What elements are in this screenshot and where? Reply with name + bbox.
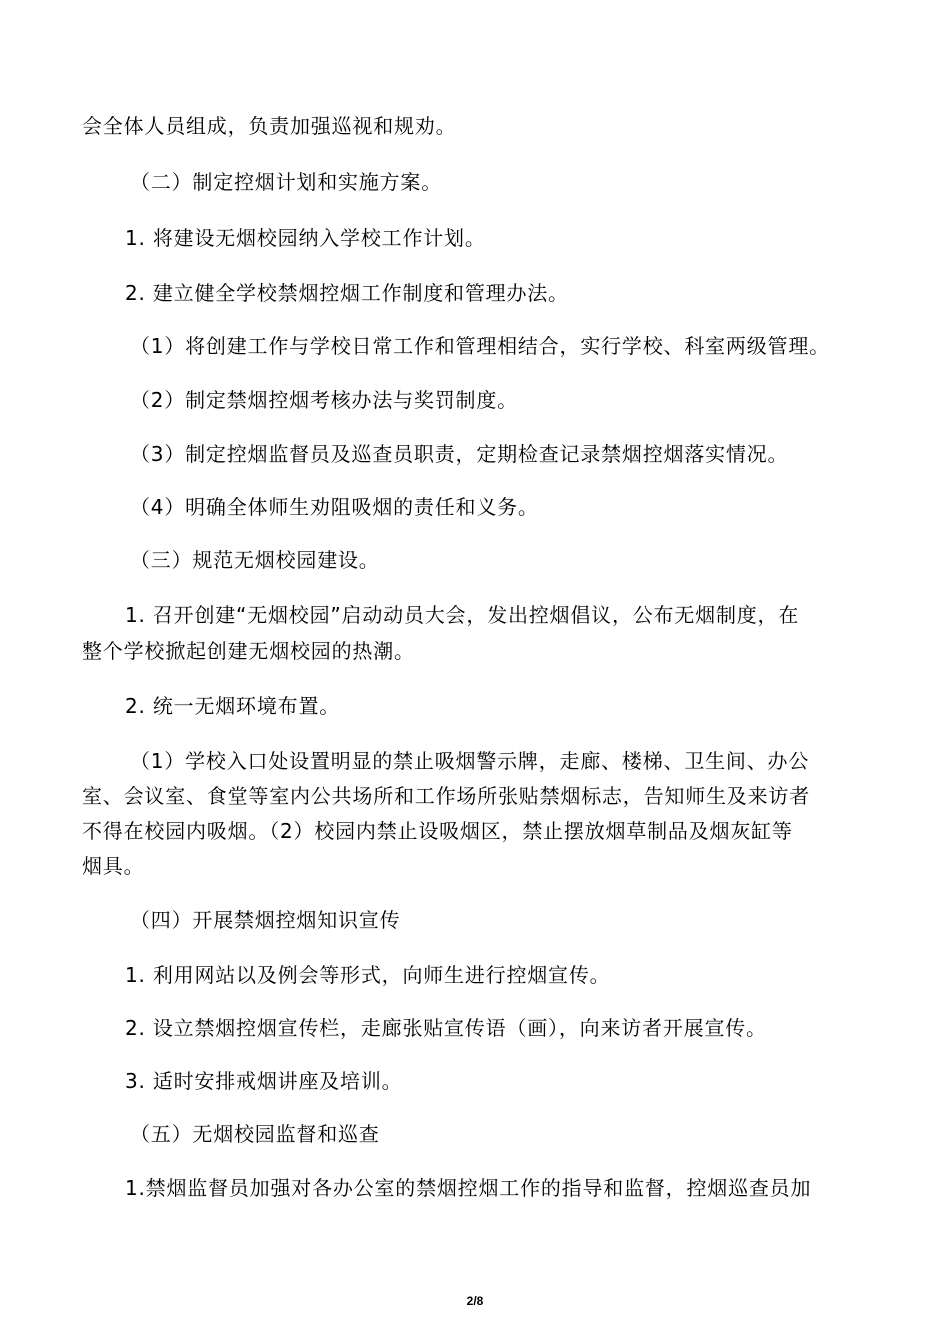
sub-list-item: （3）制定控烟监督员及巡查员职责，定期检查记录禁烟控烟落实情况。 — [130, 442, 789, 466]
list-item: 1.禁烟监督员加强对各办公室的禁烟控烟工作的指导和监督，控烟巡查员加 — [125, 1176, 812, 1200]
paragraph-line: 不得在校园内吸烟。（2）校园内禁止设吸烟区，禁止摆放烟草制品及烟灰缸等 — [82, 819, 793, 843]
list-item: 2. 统一无烟环境布置。 — [125, 694, 341, 718]
list-item: 2. 设立禁烟控烟宣传栏，走廊张贴宣传语（画），向来访者开展宣传。 — [125, 1016, 767, 1040]
section-heading: （三）规范无烟校园建设。 — [130, 548, 380, 572]
paragraph-line: 室、会议室、食堂等室内公共场所和工作场所张贴禁烟标志，告知师生及来访者 — [82, 784, 810, 808]
paragraph-line: 整个学校掀起创建无烟校园的热潮。 — [82, 639, 415, 663]
sub-list-item: （1）将创建工作与学校日常工作和管理相结合，实行学校、科室两级管理。 — [130, 334, 830, 358]
section-heading: （二）制定控烟计划和实施方案。 — [130, 170, 442, 194]
sub-list-item: （4）明确全体师生劝阻吸烟的责任和义务。 — [130, 495, 539, 519]
sub-list-item: （1）学校入口处设置明显的禁止吸烟警示牌，走廊、楼梯、卫生间、办公 — [130, 749, 810, 773]
paragraph-line: 会全体人员组成，负责加强巡视和规劝。 — [82, 114, 457, 138]
paragraph-line: 烟具。 — [82, 854, 145, 878]
list-item: 2. 建立健全学校禁烟控烟工作制度和管理办法。 — [125, 281, 569, 305]
list-item: 1. 召开创建“无烟校园”启动动员大会，发出控烟倡议，公布无烟制度，在 — [125, 603, 800, 627]
list-item: 1. 将建设无烟校园纳入学校工作计划。 — [125, 226, 486, 250]
section-heading: （五）无烟校园监督和巡查 — [130, 1122, 380, 1146]
list-item: 1. 利用网站以及例会等形式，向师生进行控烟宣传。 — [125, 963, 611, 987]
sub-list-item: （2）制定禁烟控烟考核办法与奖罚制度。 — [130, 388, 518, 412]
section-heading: （四）开展禁烟控烟知识宣传 — [130, 908, 401, 932]
page-number: 2/8 — [466, 1294, 484, 1308]
list-item: 3. 适时安排戒烟讲座及培训。 — [125, 1069, 403, 1093]
